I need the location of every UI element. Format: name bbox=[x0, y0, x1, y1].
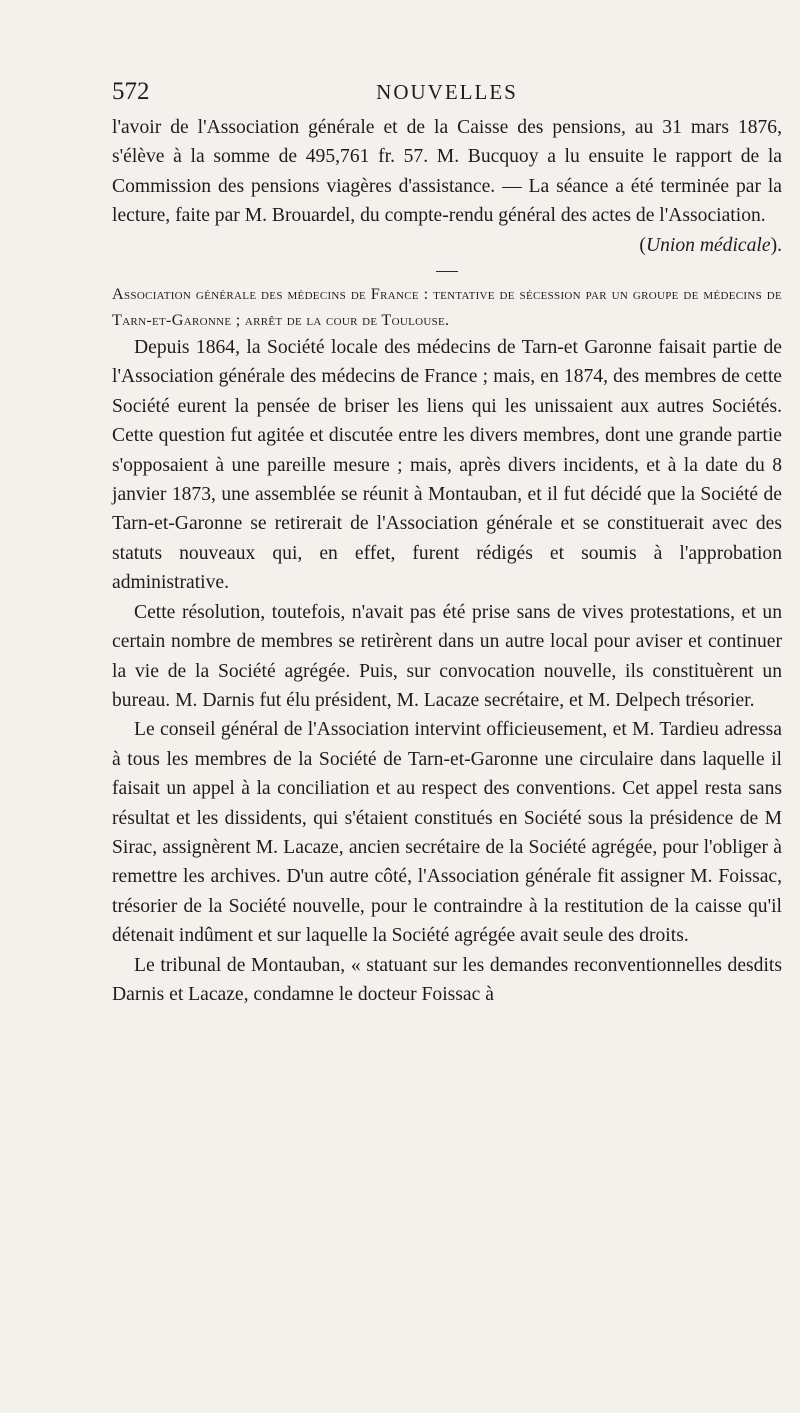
section-divider bbox=[436, 271, 458, 272]
source-close-paren: ). bbox=[770, 234, 782, 256]
page-header bbox=[112, 78, 782, 108]
running-title: NOUVELLES bbox=[376, 80, 518, 104]
article-continuation: l'avoir de l'Association générale et de la Caisse des pensions, au 31 mars 1876, s'élève à la somme de 495,761 fr. 57. M. Bucquoy a lu ensuite le rapport de la Commission des pensions viagères d'assistance. — La séance a été terminée par la lecture, faite par M. Brouardel, du compte-rendu général des actes de l'Association. bbox=[112, 117, 782, 227]
paragraph-2: Cette résolution, toutefois, n'avait pas été prise sans de vives protestations, et un certain nombre de membres se retirèrent dans un autre local pour aviser et continuer la vie de la Société agrégée. Puis, sur convocation nouvelle, ils constituèrent un bureau. M. Darnis fut élu président, M. Lacaze secrétaire, et M. Delpech trésorier. bbox=[112, 601, 782, 711]
page-body bbox=[112, 113, 782, 1009]
source-open-paren: ( bbox=[639, 234, 646, 256]
paragraph-4: Le tribunal de Montauban, « statuant sur les demandes reconventionnelles desdits Darnis et Lacaze, condamne le docteur Foissac à bbox=[112, 954, 782, 1005]
source-citation bbox=[112, 231, 782, 260]
section-heading: Association générale des médecins de France : tentative de sécession par un groupe de médecins de Tarn-et-Garonne ; arrêt de la cour de Toulouse. bbox=[112, 285, 782, 330]
source-name: Union médicale bbox=[645, 234, 771, 256]
paragraph-1: Depuis 1864, la Société locale des médecins de Tarn-et Garonne faisait partie de l'Association générale des médecins de France ; mais, en 1874, des membres de cette Société eurent la pensée de briser les liens qui les unissaient aux autres Sociétés. Cette question fut agitée et discutée entre les divers membres, dont une grande partie s'opposaient à une pareille mesure ; mais, après divers incidents, et à la date du 8 janvier 1873, une assemblée se réunit à Montauban, et il fut décidé que la Société de Tarn-et-Garonne se retirerait de l'Association générale et se constituerait avec des statuts nouveaux qui, en effet, furent rédigés et soumis à l'approbation administrative. bbox=[112, 337, 782, 594]
page-number: 572 bbox=[112, 78, 150, 105]
paragraph-3: Le conseil général de l'Association intervint officieusement, et M. Tardieu adressa à tous les membres de la Société de Tarn-et-Garonne une circulaire dans laquelle il faisait un appel à la conciliation et au respect des conventions. Cet appel resta sans résultat et les dissidents, qui s'étaient constitués en Société sous la présidence de M Sirac, assignèrent M. Lacaze, ancien secrétaire de la Société agrégée, pour l'obliger à remettre les archives. D'un autre côté, l'Association générale fit assigner M. Foissac, trésorier de la Société nouvelle, pour le contraindre à la restitution de la caisse qu'il détenait indûment et sur laquelle la Société agrégée avait seule des droits. bbox=[112, 719, 782, 947]
